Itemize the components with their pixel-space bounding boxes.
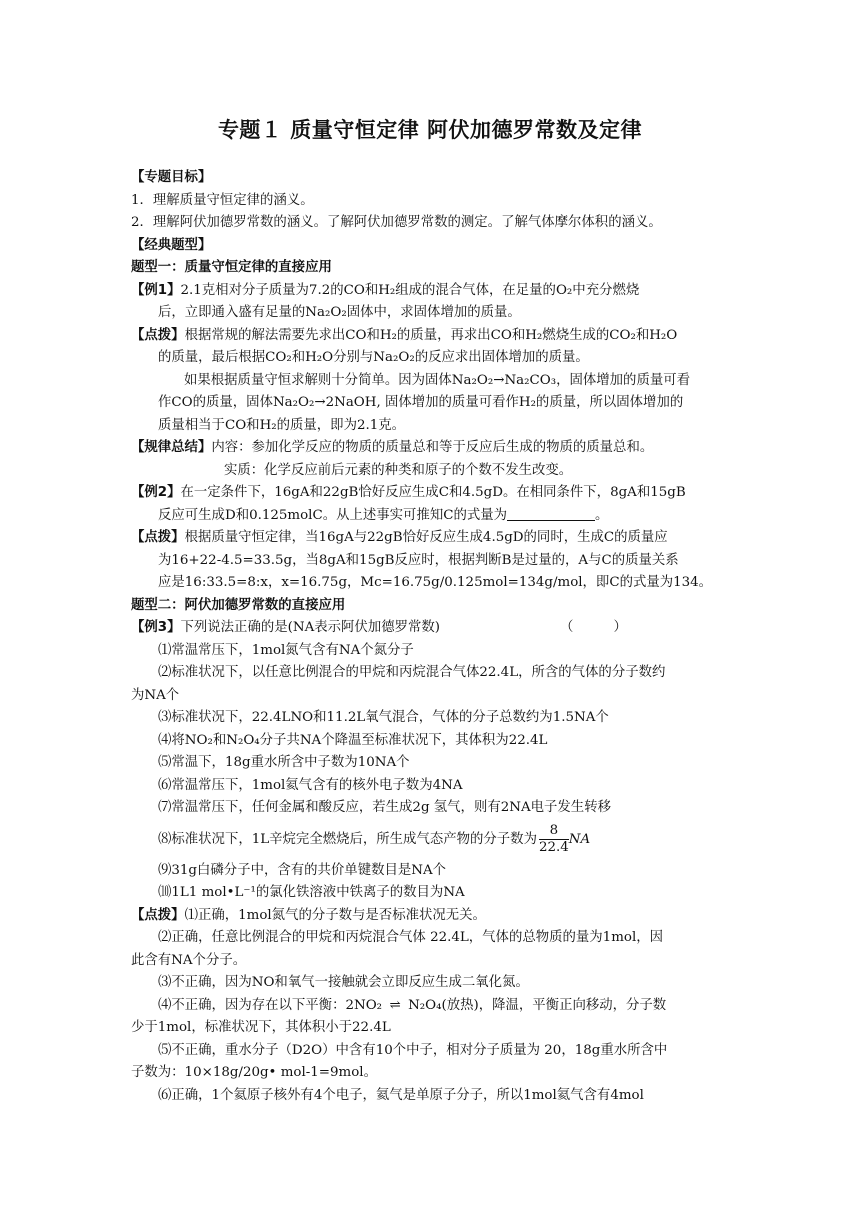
text-line: ⑵正确，任意比例混合的甲烷和丙烷混合气体 22.4L，气体的总物质的量为1mol，因: [158, 930, 664, 945]
text-line: 实质：化学反应前后元素的种类和原子的个数不发生改变。: [224, 462, 573, 478]
list-item: ⑷将NO₂和N₂O₄分子共NA个降温至标准状况下，其体积为22.4L: [158, 732, 548, 748]
tip-label: 【点拨】: [131, 327, 185, 343]
list-item: ⑸常温下，18g重水所含中子数为10NA个: [158, 755, 410, 770]
document-body: [131, 167, 731, 1107]
section-heading: 【专题目标】: [131, 170, 212, 185]
text-line: 如果根据质量守恒求解则十分简单。因为固体Na₂O₂→Na₂CO₃，固体增加的质量可看: [184, 372, 691, 388]
tip-label: 【点拨】: [131, 907, 185, 923]
fraction: [539, 823, 569, 856]
answer-blank: [507, 506, 595, 521]
list-item: ⑺常温常压下，任何金属和酸反应，若生成2g 氢气，则有2NA电子发生转移: [158, 800, 611, 815]
text-line: 1．理解质量守恒定律的涵义。: [131, 192, 314, 208]
text-line: 为NA个: [131, 687, 180, 703]
section-heading: 【经典题型】: [131, 237, 212, 253]
subsection-heading: 题型二：阿伏加德罗常数的直接应用: [131, 597, 346, 613]
example-1: [131, 280, 731, 303]
text-line: 根据常规的解法需要先求出CO和H₂的质量，再求出CO和H₂燃烧生成的CO₂和H₂O: [184, 327, 678, 343]
example-label: 【例2】: [131, 485, 181, 500]
example-2: [131, 482, 731, 505]
text-line: 为16+22-4.5=33.5g，当8gA和15gB反应时，根据判断B是过量的，A与C的质量关系: [158, 552, 679, 568]
text-line: 此含有NA个分子。: [131, 952, 247, 968]
list-item: ⑽1L1 mol•L⁻¹的氯化铁溶液中铁离子的数目为NA: [158, 885, 465, 900]
text-line: ⑴正确，1mol氮气的分子数与是否标准状况无关。: [184, 907, 486, 923]
text-line: 2.1克相对分子质量为7.2的CO和H₂组成的混合气体，在足量的O₂中充分燃烧: [180, 282, 640, 298]
text-line: 反应可生成D和0.125molC。从上述事实可推知C的式量为 。: [158, 507, 609, 523]
summary-label: 【规律总结】: [131, 440, 212, 455]
summary: [131, 437, 731, 460]
tip-2: [131, 527, 731, 550]
list-item: ⑶标准状况下，22.4LNO和11.2L氧气混合，气体的分子总数约为1.5NA个: [158, 710, 609, 725]
text-line: 根据质量守恒定律，当16gA与22gB恰好反应生成4.5gD的同时，生成C的质量应: [184, 530, 668, 545]
tip-1: [131, 325, 731, 348]
text-line: 质量相当于CO和H₂的质量，即为2.1克。: [158, 417, 406, 433]
text-line: 内容：参加化学反应的物质的质量总和等于反应后生成的物质的质量总和。: [211, 440, 654, 455]
text-line: ⑸不正确，重水分子（D2O）中含有10个中子，相对分子质量为 20，18g重水所含中: [158, 1042, 668, 1058]
list-item: ⑵标准状况下，以任意比例混合的甲烷和丙烷混合气体22.4L，所含的气体的分子数约: [158, 665, 666, 680]
text-line: ⑷不正确，因为存在以下平衡：2NO₂ ⇌ N₂O₄(放热)，降温，平衡正向移动，分子数: [131, 995, 731, 1018]
subsection-heading: 题型一：质量守恒定律的直接应用: [131, 260, 332, 275]
text-line: 的质量，最后根据CO₂和H₂O分别与Na₂O₂的反应求出固体增加的质量。: [158, 350, 589, 365]
equilibrium-arrow-icon: ⇌: [389, 997, 401, 1013]
text-line: 2．理解阿伏加德罗常数的涵义。了解阿伏加德罗常数的测定。了解气体摩尔体积的涵义。: [131, 215, 662, 230]
text-line: ⑶不正确，因为NO和氧气一接触就会立即反应生成二氧化氮。: [158, 975, 529, 990]
text-line: 下列说法正确的是(NA表示阿伏加德罗常数): [180, 620, 440, 635]
list-item: ⑹常温常压下，1mol氦气含有的核外电子数为4NA: [158, 777, 463, 793]
text-line: 少于1mol，标准状况下，其体积小于22.4L: [131, 1020, 391, 1035]
list-item: ⑴常温常压下，1mol氮气含有NA个氮分子: [158, 642, 414, 658]
text-line: 在一定条件下，16gA和22gB恰好反应生成C和4.5gD。在相同条件下，8gA和15gB: [180, 485, 686, 500]
text-line: 应是16:33.5=8:x，x=16.75g，Mc=16.75g/0.125mol=134g/mol，即C的式量为134。: [158, 575, 713, 590]
avogadro-symbol: NA: [568, 831, 591, 847]
example-label: 【例1】: [131, 282, 181, 298]
text-line: 作CO的质量，固体Na₂O₂→2NaOH, 固体增加的质量可看作H₂的质量，所以固体增加的: [158, 395, 684, 410]
text-line: 子数为：10×18g/20g• mol-1=9mol。: [131, 1065, 377, 1080]
answer-parentheses: （ ）: [559, 620, 627, 635]
page-title: 专题１ 质量守恒定律 阿伏加德罗常数及定律: [217, 118, 643, 142]
fraction-denominator: 22.4: [538, 839, 569, 855]
tip-label: 【点拨】: [131, 530, 185, 545]
list-item: ⑻标准状况下，1L辛烷完全燃烧后，所生成气态产物的分子数为 $\frac{8}{22.4}$ NA: [158, 822, 591, 855]
list-item: ⑼31g白磷分子中，含有的共价单键数目是NA个: [158, 862, 447, 878]
fraction-numerator: 8: [539, 823, 569, 840]
text-line: ⑹正确，1个氦原子核外有4个电子，氦气是单原子分子，所以1mol氦气含有4mol: [158, 1087, 644, 1103]
text-line: 后，立即通入盛有足量的Na₂O₂固体中，求固体增加的质量。: [158, 305, 521, 320]
example-label: 【例3】: [131, 620, 181, 635]
tip-3: [131, 905, 731, 928]
example-3: [131, 617, 731, 640]
